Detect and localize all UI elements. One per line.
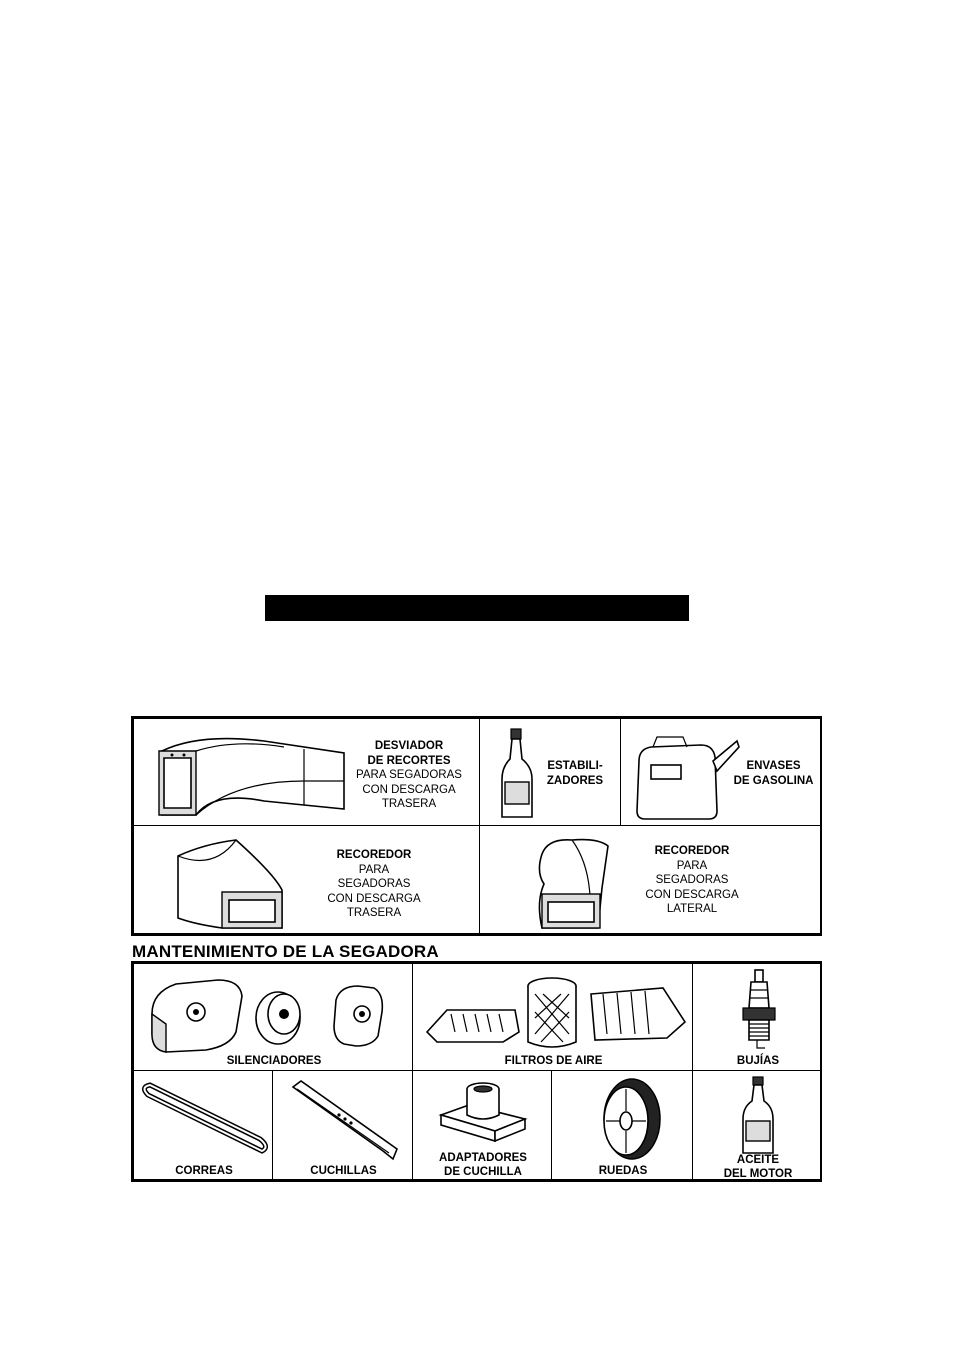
deflector-label: [344, 739, 474, 812]
air-filter-illustration: [423, 972, 688, 1056]
spark-plugs-caption: BUJÍAS: [736, 1055, 780, 1067]
bagger-side-line-3: CON DESCARGA: [645, 888, 739, 901]
blade-adapters-line-2: DE CUCHILLA: [444, 1166, 522, 1178]
bagger-rear-line-1: PARA: [358, 863, 390, 876]
gas-cans-label: [726, 759, 821, 788]
gas-cans-line-2: DE GASOLINA: [733, 774, 814, 787]
maintenance-title: MANTENIMIENTO DE LA SEGADORA: [132, 942, 439, 961]
belts-caption: CORREAS: [175, 1165, 233, 1177]
bagger-side-cell: [479, 825, 822, 934]
deflector-title-2: DE RECORTES: [367, 754, 451, 767]
bagger-rear-cell: [133, 825, 480, 934]
gas-can-illustration: [631, 731, 741, 821]
blade-adapter-illustration: [435, 1079, 531, 1143]
bagger-rear-label: [314, 848, 434, 921]
bagger-side-line-2: SEGADORAS: [655, 874, 729, 886]
blades-cell: [272, 1070, 413, 1180]
bagger-side-line-4: LATERAL: [666, 903, 718, 915]
belt-illustration: [138, 1081, 272, 1157]
bagger-side-line-1: PARA: [676, 859, 708, 872]
stabilizers-line-2: ZADORES: [546, 774, 604, 787]
spark-plug-illustration: [737, 968, 781, 1052]
rear-bagger-illustration: [174, 834, 294, 932]
engine-oil-caption: [693, 1153, 822, 1180]
grass-deflector-illustration: [154, 731, 339, 821]
gas-cans-line-1: ENVASES: [746, 760, 801, 772]
muffler-illustration: [146, 974, 406, 1054]
stabilizer-bottle-illustration: [498, 727, 538, 822]
engine-oil-line-2: DEL MOTOR: [723, 1168, 793, 1180]
blade-illustration: [289, 1077, 403, 1161]
bagger-rear-line-4: TRASERA: [346, 907, 402, 919]
stabilizers-cell: [479, 718, 621, 826]
bagger-rear-line-3: CON DESCARGA: [327, 892, 421, 905]
blade-adapters-cell: [412, 1070, 552, 1180]
blade-adapters-caption: [413, 1151, 552, 1179]
blade-adapters-line-1: ADAPTADORES: [439, 1152, 527, 1164]
deflector-cell: [133, 718, 480, 826]
belts-cell: [133, 1070, 273, 1180]
accessories-panel: [131, 716, 822, 936]
side-bagger-illustration: [528, 832, 618, 932]
stabilizers-line-1: ESTABILI-: [547, 760, 603, 772]
mufflers-caption: SILENCIADORES: [226, 1055, 322, 1067]
deflector-line-1: PARA SEGADORAS: [356, 769, 462, 781]
mufflers-cell: [133, 963, 413, 1071]
maintenance-panel: [131, 961, 822, 1182]
deflector-title-1: DESVIADOR: [374, 740, 444, 752]
oil-bottle-illustration: [739, 1075, 779, 1155]
wheels-caption: RUEDAS: [598, 1165, 648, 1177]
engine-oil-cell: [692, 1070, 822, 1180]
bagger-side-label: [632, 844, 752, 917]
air-filters-caption: FILTROS DE AIRE: [504, 1055, 603, 1067]
wheels-cell: [551, 1070, 693, 1180]
stabilizers-label: [540, 759, 610, 788]
wheel-illustration: [590, 1075, 664, 1163]
blades-caption: CUCHILLAS: [310, 1165, 377, 1177]
bagger-rear-title: RECOREDOR: [336, 849, 412, 861]
gas-cans-cell: [620, 718, 822, 826]
bagger-side-title: RECOREDOR: [654, 845, 730, 857]
engine-oil-line-1: ACEITE: [736, 1154, 780, 1166]
air-filters-cell: [412, 963, 693, 1071]
deflector-line-2: CON DESCARGA: [362, 783, 456, 796]
deflector-line-3: TRASERA: [381, 798, 437, 810]
spark-plugs-cell: [692, 963, 822, 1071]
bagger-rear-line-2: SEGADORAS: [337, 878, 411, 890]
redacted-header-bar: [265, 595, 689, 621]
